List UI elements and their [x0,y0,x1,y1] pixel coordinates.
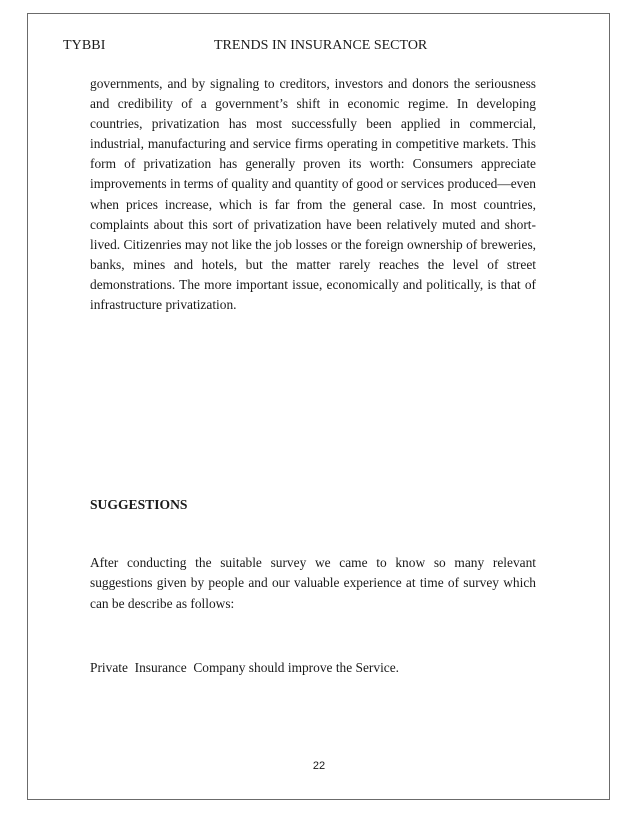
header-course-code: TYBBI [63,38,106,53]
header-title: TRENDS IN INSURANCE SECTOR [214,38,428,53]
page-number: 22 [312,760,326,772]
suggestions-heading: SUGGESTIONS [90,497,188,512]
body-paragraph: governments, and by signaling to creditors, investors and donors the seriousness and credibility of a government’s shift in economic regime. In developing countries, privatization has most successfully been applied in commercial, industrial, manufacturing and service firms operating in competitive markets. This form of privatization has generally proven its worth: Consumers appreciate improvements in terms of quality and quantity of good or services produced—even when prices increase, which is far from the general case. In most countries, complaints about this sort of privatization have been relatively muted and short-lived. Citizenries may not like the job losses or the foreign ownership of breweries, banks, mines and hotels, but the matter rarely reaches the level of street demonstrations. The more important issue, economically and politically, is that of infrastructure privatization. [90,76,536,313]
suggestion-item: Private Insurance Company should improve the Service. [90,660,400,675]
suggestions-intro: After conducting the suitable survey we came to know so many relevant suggestions given by people and our valuable experience at time of survey which can be describe as follows: [90,555,536,611]
